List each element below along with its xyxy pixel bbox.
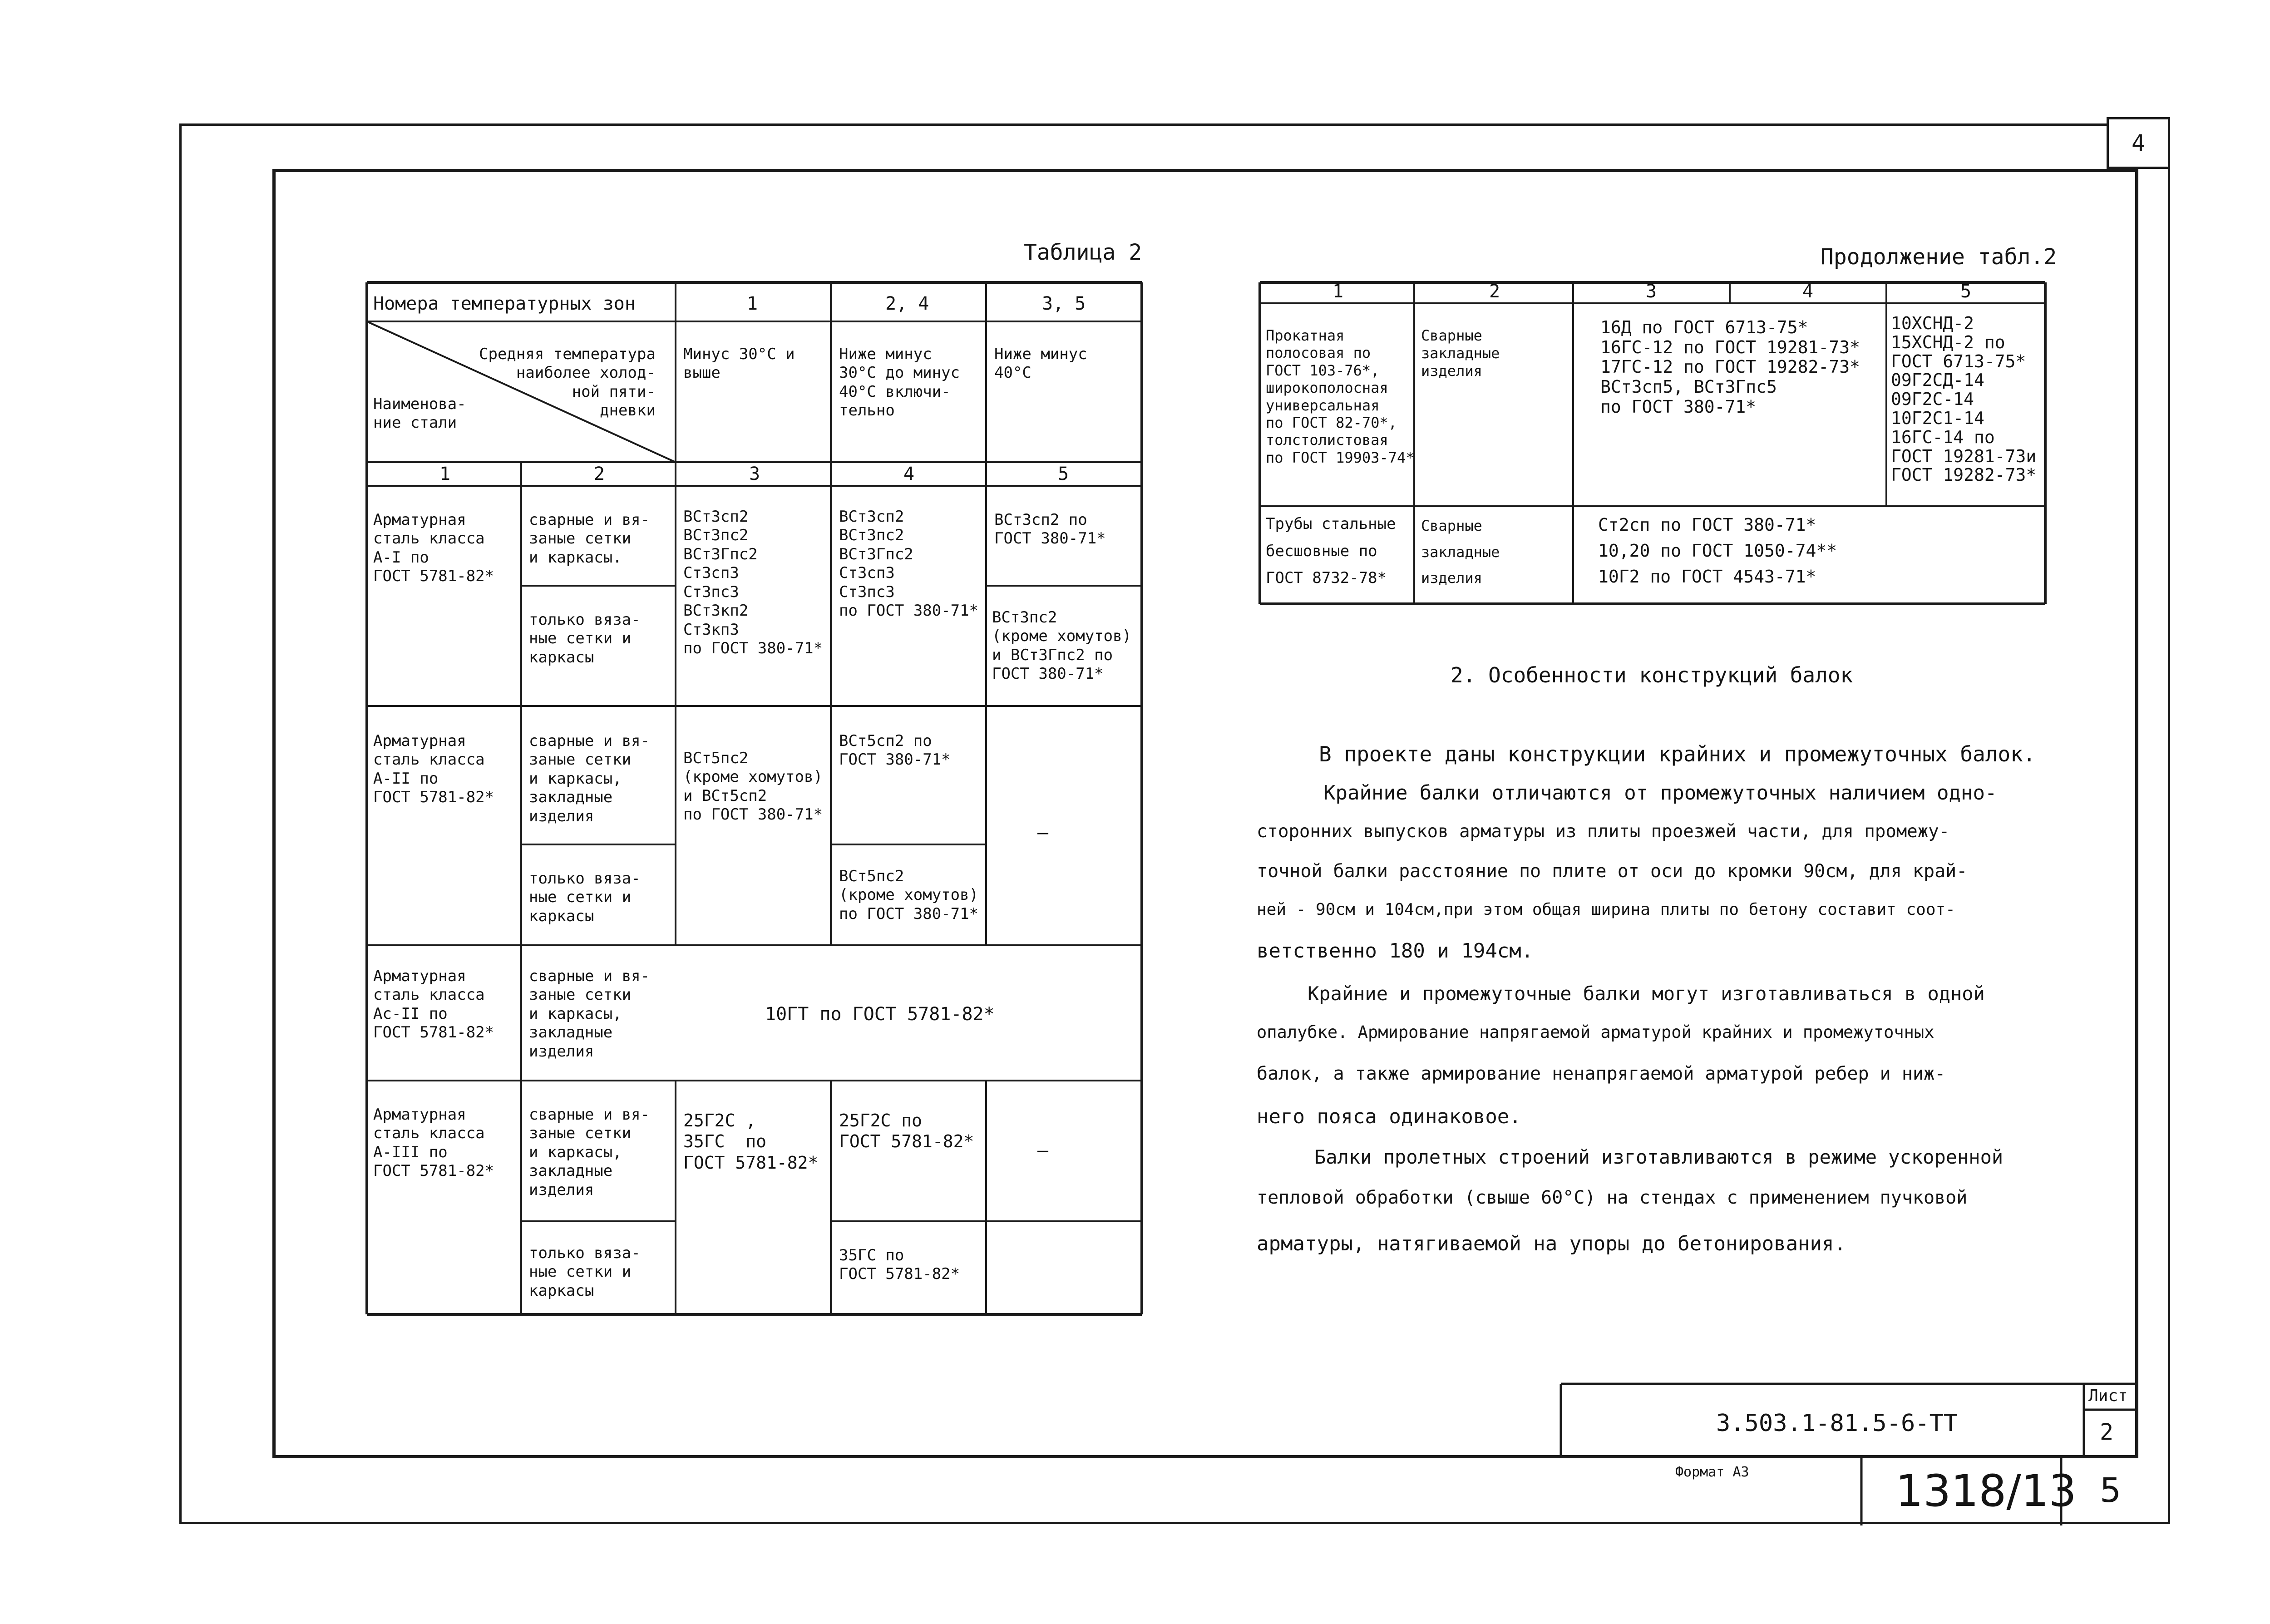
row2-steel: Арматурная сталь класса А-II по ГОСТ 5781-82* [373,732,494,807]
section2-line-11: Балки пролетных строений изготавливаются в режиме ускоренной [1314,1146,2004,1168]
temp-zone-3: Ниже минус 40°С [994,345,1087,382]
cont-col-number-3: 3 [1646,281,1657,302]
cont-row1-steel: Прокатная полосовая по ГОСТ 103-76*, широкополосная универсальная по ГОСТ 82-70*, толстолистовая по ГОСТ 19903-74* [1266,327,1415,466]
row1-zone1-grades: ВСт3сп2 ВСт3пс2 ВСт3Гпс2 Ст3сп3 Ст3пс3 ВСт3кп2 Ст3кп3 по ГОСТ 380-71* [683,508,823,658]
cont-col-number-1: 1 [1332,281,1344,302]
table2-caption: Таблица 2 [1024,240,1142,265]
section2-line-1: В проекте даны конструкции крайних и промежуточных балок. [1319,742,2036,766]
row1-use-a: сварные и вя- заные сетки и каркасы. [529,511,650,567]
table2-cont-caption: Продолжение табл.2 [1821,244,2057,270]
row4-steel: Арматурная сталь класса А-III по ГОСТ 5781-82* [373,1106,494,1180]
row2-zone24-a: ВСт5сп2 по ГОСТ 380-71* [839,732,951,769]
row2-zone1-grades: ВСт5пс2 (кроме хомутов) и ВСт5сп2 по ГОСТ 380-71* [683,749,823,824]
cont-row2-use: Сварные закладные изделия [1421,517,1500,587]
col-number-4: 4 [903,464,915,484]
temp-zone-2: Ниже минус 30°С до минус 40°С включи- тельно [839,345,960,420]
section2-line-8: опалубке. Армирование напрягаемой арматурой крайних и промежуточных [1257,1022,1934,1042]
row4-zone24-b: 35ГС по ГОСТ 5781-82* [839,1246,960,1283]
row4-zone1-grades: 25Г2С , 35ГС по ГОСТ 5781-82* [683,1111,819,1173]
temp-zone-1: Минус 30°С и выше [683,345,795,382]
col-number-2: 2 [594,464,605,484]
row1-zone24-grades: ВСт3сп2 ВСт3пс2 ВСт3Гпс2 Ст3сп3 Ст3пс3 по ГОСТ 380-71* [839,508,979,620]
col-number-5: 5 [1058,464,1069,484]
cont-row1-grades: 16Д по ГОСТ 6713-75* 16ГС-12 по ГОСТ 19281-73* 17ГС-12 по ГОСТ 19282-73* ВСт3сп5, ВСт3Гпс5 по ГОСТ 380-71* [1600,317,1860,417]
section2-line-5: ней - 90см и 104см,при этом общая ширина плиты по бетону составит соот- [1257,900,1955,919]
row2-zone24-b: ВСт5пс2 (кроме хомутов) по ГОСТ 380-71* [839,867,979,923]
section2-line-13: арматуры, натягиваемой на упоры до бетонирования. [1257,1232,1846,1255]
section2-line-4: точной балки расстояние по плите от оси до кромки 90см, для край- [1257,861,1968,882]
section2-line-10: него пояса одинаковое. [1257,1105,1521,1128]
row1-zone35-b: ВСт3пс2 (кроме хомутов) и ВСт3Гпс2 по ГОСТ 380-71* [992,608,1132,683]
section2-line-9: балок, а также армирование ненапрягаемой арматурой ребер и ниж- [1257,1063,1946,1084]
zone-col-2: 2, 4 [885,293,929,314]
row1-use-b: только вяза- ные сетки и каркасы [529,611,641,666]
section2-line-6: ветственно 180 и 194см. [1257,939,1534,963]
title-code: 3.503.1-81.5-6-ТТ [1716,1410,1958,1437]
top-page-number: 4 [2131,129,2146,156]
sheet-number: 2 [2100,1419,2114,1445]
zone-col-3: 3, 5 [1042,293,1086,314]
row1-zone35-a: ВСт3сп2 по ГОСТ 380-71* [994,511,1106,548]
section2-line-7: Крайние и промежуточные балки могут изготавливаться в одной [1308,982,1985,1005]
col-number-1: 1 [439,464,451,484]
cont-row2-grades: Ст2сп по ГОСТ 380-71* 10,20 по ГОСТ 1050-74** 10Г2 по ГОСТ 4543-71* [1598,515,1837,587]
section2-title: 2. Особенности конструкций балок [1451,663,1853,687]
sheet-label: Лист [2088,1387,2128,1405]
row3-steel: Арматурная сталь класса Ас-II по ГОСТ 5781-82* [373,967,494,1042]
zone-col-1: 1 [747,293,758,314]
row3-use: сварные и вя- заные сетки и каркасы, закладные изделия [529,967,650,1061]
section2-line-12: тепловой обработки (свыше 60°С) на стендах с применением пучковой [1257,1187,1968,1208]
row4-use-b: только вяза- ные сетки и каркасы [529,1244,641,1300]
cont-row2-steel: Трубы стальные бесшовные по ГОСТ 8732-78* [1266,515,1396,587]
row2-use-a: сварные и вя- заные сетки и каркасы, закладные изделия [529,732,650,825]
row2-zone35-dash: — [1037,822,1049,843]
diag-top-label: Средняя температура наиболее холод- ной пяти- дневки [479,345,656,420]
cont-col-number-2: 2 [1489,281,1500,302]
cont-row1-use: Сварные закладные изделия [1421,327,1500,380]
row4-use-a: сварные и вя- заные сетки и каркасы, закладные изделия [529,1106,650,1199]
row2-use-b: только вяза- ные сетки и каркасы [529,869,641,925]
section2-line-3: сторонних выпусков арматуры из плиты проезжей части, для промежу- [1257,821,1950,842]
row1-steel: Арматурная сталь класса А-I по ГОСТ 5781-82* [373,511,494,586]
cont-col-number-5: 5 [1960,281,1972,302]
cont-row1-zone35: 10ХСНД-2 15ХСНД-2 по ГОСТ 6713-75* 09Г2СД-14 09Г2С-14 10Г2С1-14 16ГС-14 по ГОСТ 19281-73и ГОСТ 19282-73* [1891,313,2037,485]
zones-label: Номера температурных зон [373,293,636,314]
diag-bottom-label: Наименова- ние стали [373,395,466,432]
section2-line-2: Крайние балки отличаются от промежуточных наличием одно- [1323,781,1997,805]
col-number-3: 3 [749,464,760,484]
bottom-page-number: 5 [2100,1471,2122,1510]
row3-merged-grade: 10ГТ по ГОСТ 5781-82* [765,1004,995,1025]
cont-col-number-4: 4 [1802,281,1814,302]
row4-zone24-a: 25Г2С по ГОСТ 5781-82* [839,1111,974,1152]
stamp-number: 1318/13 [1895,1466,2077,1516]
row4-zone35-dash: — [1037,1140,1049,1161]
format-label: Формат А3 [1675,1464,1749,1480]
